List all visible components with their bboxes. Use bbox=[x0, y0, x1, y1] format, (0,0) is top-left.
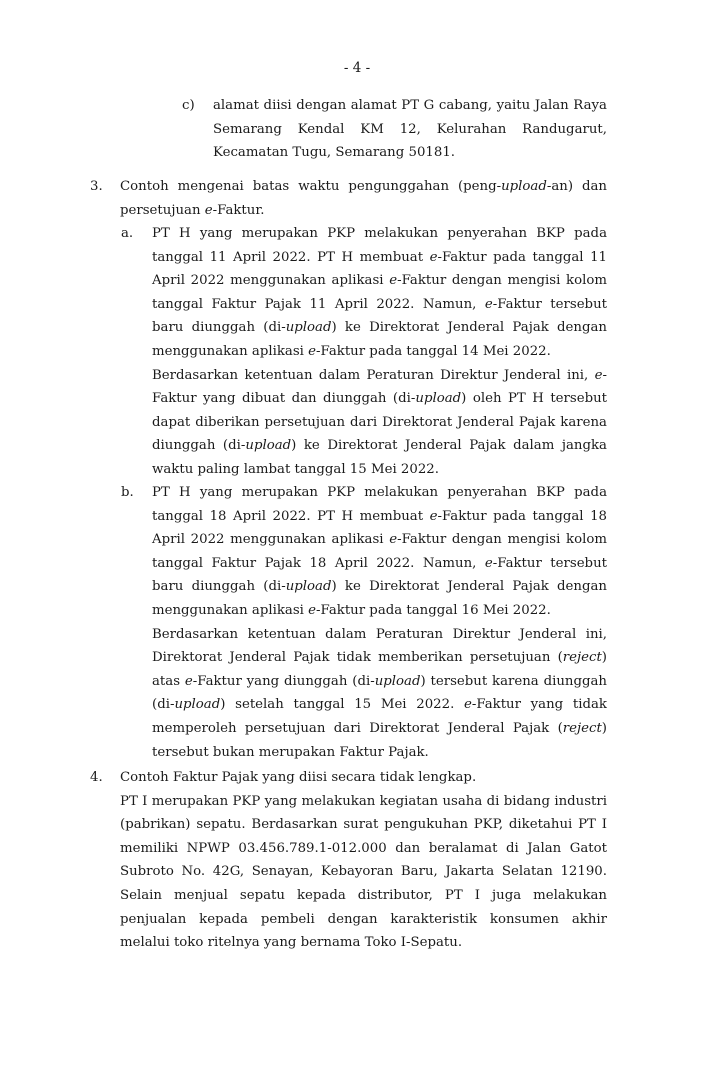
text-run: ) oleh PT H tersebut dapat diberikan persetujuan dari Direktorat Jenderal Pajak karena diunggah (di- bbox=[152, 391, 608, 454]
section-4-marker: 4. bbox=[90, 770, 103, 785]
text-run: ) ke Direktorat Jenderal Pajak dalam jangka waktu paling lambat tanggal 15 Mei 2022. bbox=[152, 438, 607, 477]
text-run: -Faktur. bbox=[212, 202, 265, 218]
italic-run: upload bbox=[174, 697, 221, 713]
item-b-paragraph-1 bbox=[152, 481, 607, 623]
italic-run: upload bbox=[285, 579, 332, 595]
page-number: - 4 - bbox=[343, 60, 371, 76]
item-a-paragraph-2 bbox=[152, 364, 607, 482]
text-run: Berdasarkan ketentuan dalam Peraturan Direktur Jenderal ini, bbox=[152, 367, 595, 383]
italic-run: upload bbox=[285, 320, 332, 336]
italic-run: upload bbox=[415, 391, 462, 407]
text-run: -Faktur yang dibuat dan diunggah (di- bbox=[152, 367, 607, 407]
text-run: ) ke Direktorat Jenderal Pajak dengan menggunakan aplikasi bbox=[152, 579, 607, 618]
text-run: Contoh mengenai batas waktu pengunggahan (peng- bbox=[120, 179, 502, 194]
italic-run: e bbox=[389, 273, 398, 289]
item-b-paragraph-2 bbox=[152, 623, 607, 765]
text-run: -Faktur dengan mengisi kolom tanggal Faktur Pajak 11 April 2022. Namun, bbox=[152, 273, 607, 312]
text-run: Berdasarkan ketentuan dalam Peraturan Direktur Jenderal ini, Direktorat Jenderal Pajak tidak memberikan persetujuan ( bbox=[152, 626, 607, 666]
text-run: ) tersebut karena diunggah (di- bbox=[152, 673, 607, 713]
text-run: PT H yang merupakan PKP melakukan penyerahan BKP pada tanggal 11 April 2022. PT H membuat bbox=[152, 226, 607, 265]
text-run: -Faktur tersebut baru diunggah (di- bbox=[152, 555, 607, 595]
section-3-title bbox=[120, 175, 607, 222]
section-4-content bbox=[120, 766, 607, 955]
text-run: -an) dan persetujuan bbox=[120, 179, 607, 218]
text-run: ) tersebut bukan merupakan Faktur Pajak. bbox=[152, 720, 607, 760]
section-4-title: Contoh Faktur Pajak yang diisi secara tidak lengkap. bbox=[120, 770, 477, 785]
list-marker-b: b. bbox=[121, 485, 134, 500]
list-marker-c: c) bbox=[182, 98, 195, 113]
italic-run: e bbox=[389, 532, 398, 548]
text-run: -Faktur pada tanggal 14 Mei 2022. bbox=[316, 343, 551, 359]
italic-run: e bbox=[484, 296, 493, 312]
section-3-marker: 3. bbox=[90, 179, 103, 194]
italic-run: e bbox=[308, 602, 317, 618]
italic-run: upload bbox=[245, 438, 292, 454]
item-b-paragraphs bbox=[152, 481, 607, 764]
italic-run: reject bbox=[562, 720, 602, 736]
text-run: -Faktur pada tanggal 18 April 2022 menggunakan aplikasi bbox=[152, 508, 607, 548]
italic-run: upload bbox=[501, 179, 547, 194]
text-run: -Faktur dengan mengisi kolom tanggal Faktur Pajak 18 April 2022. Namun, bbox=[152, 532, 607, 571]
italic-run: e bbox=[464, 697, 472, 713]
text-run: ) ke Direktorat Jenderal Pajak dengan menggunakan aplikasi bbox=[152, 320, 607, 359]
text-run: -Faktur yang tidak memperoleh persetujuan dari Direktorat Jenderal Pajak ( bbox=[152, 697, 607, 736]
text-run: -Faktur yang diunggah (di- bbox=[192, 673, 375, 689]
italic-run: e bbox=[429, 508, 438, 524]
italic-run: upload bbox=[374, 673, 421, 689]
italic-run: e bbox=[484, 555, 493, 571]
text-run: ) setelah tanggal 15 Mei 2022. bbox=[220, 697, 465, 713]
text-run: -Faktur pada tanggal 16 Mei 2022. bbox=[316, 602, 551, 618]
italic-run: reject bbox=[562, 650, 602, 666]
item-a-paragraphs bbox=[152, 222, 607, 482]
text-run: -Faktur pada tanggal 11 April 2022 menggunakan aplikasi bbox=[152, 249, 607, 289]
italic-run: e bbox=[204, 202, 213, 218]
text-run: -Faktur tersebut baru diunggah (di- bbox=[152, 296, 607, 336]
item-c-paragraph bbox=[213, 94, 607, 165]
text-run: ) atas bbox=[152, 650, 607, 689]
italic-run: e bbox=[594, 367, 603, 383]
item-c-text: alamat diisi dengan alamat PT G cabang, yaitu Jalan Raya Semarang Kendal KM 12, Kelurahan Randugarut, Kecamatan Tugu, Semarang 50181. bbox=[213, 98, 607, 161]
list-marker-a: a. bbox=[121, 226, 134, 241]
section-4-body: PT I merupakan PKP yang melakukan kegiatan usaha di bidang industri (pabrikan) sepatu. Berdasarkan surat pengukuhan PKP, diketahui PT I memiliki NPWP 03.456.789.1-012.000 dan beralamat di Jalan Gatot Subroto No. 42G, Senayan, Kebayoran Baru, Jakarta Selatan 12190. Selain menjual sepatu kepada distributor, PT I juga melakukan penjualan kepada pembeli dengan karakteristik konsumen akhir melalui toko ritelnya yang bernama Toko I-Sepatu. bbox=[120, 793, 607, 951]
section-3-title-text bbox=[120, 175, 607, 222]
item-a-paragraph-1 bbox=[152, 222, 607, 364]
text-run: PT H yang merupakan PKP melakukan penyerahan BKP pada tanggal 18 April 2022. PT H membuat bbox=[152, 485, 607, 524]
italic-run: e bbox=[429, 249, 438, 265]
italic-run: e bbox=[184, 673, 193, 689]
italic-run: e bbox=[308, 343, 317, 359]
